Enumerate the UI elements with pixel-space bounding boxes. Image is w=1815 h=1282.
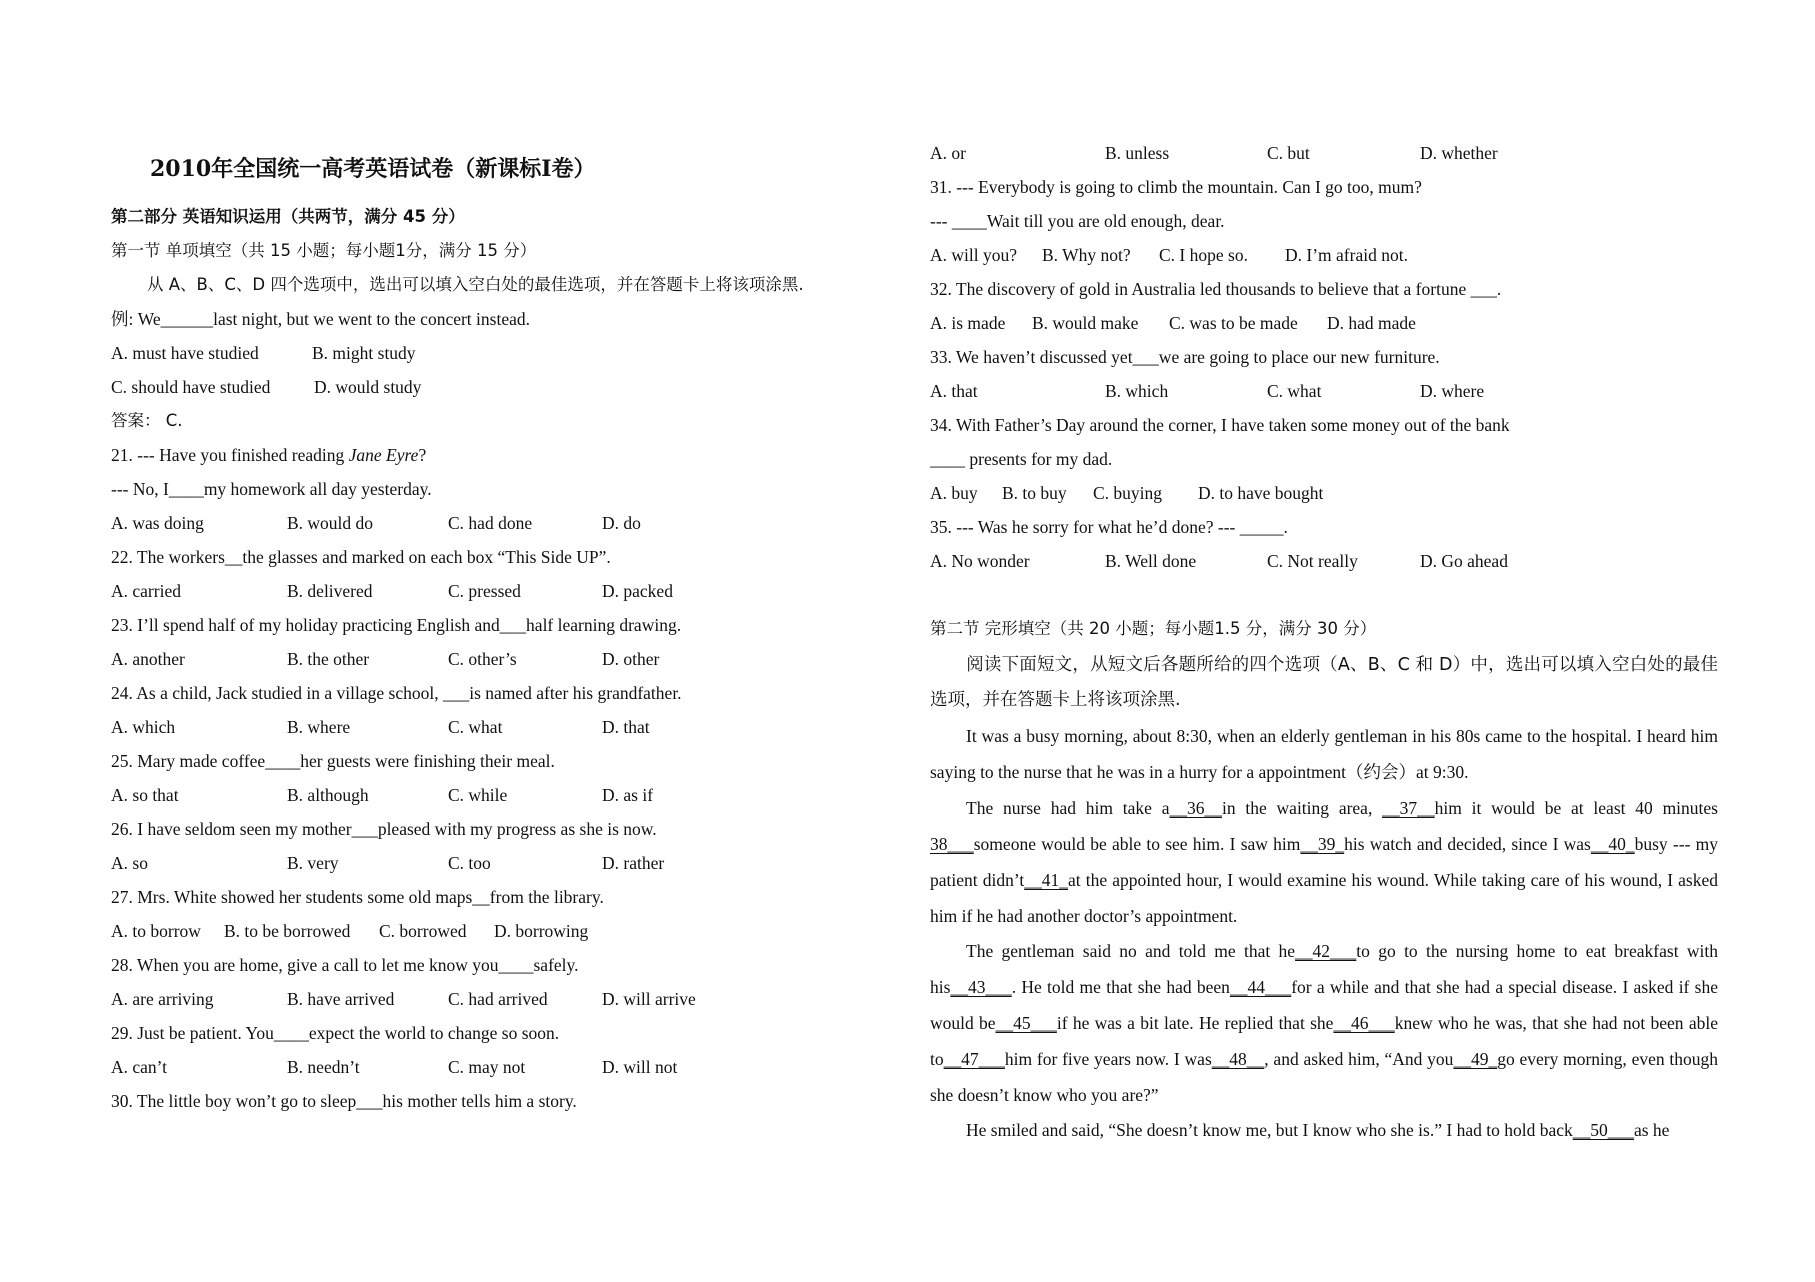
option-a: A. to borrow: [111, 921, 201, 941]
option-a: A. carried: [111, 581, 181, 601]
option-b: B. which: [1105, 381, 1169, 401]
exam-title: 2010年全国统一高考英语试卷（新课标I卷）: [150, 156, 596, 182]
option-a: A. was doing: [111, 513, 204, 533]
section2-instruction: 阅读下面短文，从短文后各题所给的四个选项（A、B、C 和 D）中，选出可以填入空白处的最佳选项，并在答题卡上将该项涂黑.: [930, 655, 1718, 710]
part2-heading: 第二部分 英语知识运用（共两节，满分 45 分）: [111, 207, 465, 226]
option-b: B. unless: [1105, 143, 1170, 163]
option-c: C. may not: [448, 1057, 526, 1077]
option-c: C. too: [448, 853, 491, 873]
option-c: C. had done: [448, 513, 533, 533]
question-35-stem: 35. --- Was he sorry for what he’d done? --- _____.: [930, 517, 1288, 537]
option-d: D. I’m afraid not.: [1285, 245, 1408, 265]
example-option-a: A. must have studied: [111, 343, 259, 363]
option-d: D. packed: [602, 581, 673, 601]
example-option-b: B. might study: [312, 343, 416, 363]
option-a: A. buy: [930, 483, 978, 503]
blank-46: __46___: [1333, 1013, 1395, 1033]
option-a: A. another: [111, 649, 185, 669]
blank-47: __47___: [943, 1049, 1005, 1069]
option-a: A. so that: [111, 785, 179, 805]
option-a: A. that: [930, 381, 978, 401]
option-a: A. will you?: [930, 245, 1018, 265]
option-d: D. as if: [602, 785, 654, 805]
option-b: B. would make: [1032, 313, 1139, 333]
option-d: D. do: [602, 513, 641, 533]
blank-40: __40_: [1590, 834, 1635, 854]
blank-42: __42___: [1295, 941, 1357, 961]
question-34-stem-2: ____ presents for my dad.: [930, 449, 1113, 469]
passage-paragraph-2: The nurse had him take a__36__in the waiting area, __37__him it would be at least 40 minutes 38___someone would be able to see him. I saw him__39_his watch and decided, since I was__40_busy --- my patient didn’t__41_at the appointed hour, I would examine his wound. While taking care of his wound, I asked him if he had another doctor’s appointment.: [930, 798, 1719, 926]
option-c: C. what: [1267, 381, 1322, 401]
option-a: A. are arriving: [111, 989, 214, 1009]
option-b: B. to buy: [1002, 483, 1067, 503]
option-d: D. will not: [602, 1057, 678, 1077]
option-c: C. what: [448, 717, 503, 737]
blank-43: __43___: [950, 977, 1012, 997]
question-28-stem: 28. When you are home, give a call to let me know you____safely.: [111, 955, 579, 975]
blank-38: 38___: [930, 834, 974, 854]
blank-36: __36__: [1169, 798, 1222, 818]
question-29-stem: 29. Just be patient. You____expect the world to change so soon.: [111, 1023, 560, 1043]
option-d: D. had made: [1327, 313, 1416, 333]
blank-48: __48__: [1211, 1049, 1265, 1069]
section2-heading: 第二节 完形填空（共 20 小题；每小题1.5 分，满分 30 分）: [930, 619, 1377, 638]
passage-paragraph-1: It was a busy morning, about 8:30, when an elderly gentleman in his 80s came to the hospital. I heard him saying to the nurse that he was in a hurry for a appointment（约会）at 9:30.: [930, 726, 1718, 782]
question-25-stem: 25. Mary made coffee____her guests were finishing their meal.: [111, 751, 555, 771]
question-31-stem: 31. --- Everybody is going to climb the mountain. Can I go too, mum?: [930, 177, 1422, 197]
blank-49: __49_: [1453, 1049, 1498, 1069]
question-32-stem: 32. The discovery of gold in Australia led thousands to believe that a fortune ___.: [930, 279, 1502, 299]
option-b: B. delivered: [287, 581, 373, 601]
example-stem: 例: We______last night, but we went to the concert instead.: [111, 309, 530, 329]
example-option-c: C. should have studied: [111, 377, 271, 397]
option-c: C. I hope so.: [1159, 245, 1248, 265]
blank-44: __44___: [1229, 977, 1292, 997]
option-c: C. borrowed: [379, 921, 467, 941]
option-b: B. would do: [287, 513, 374, 533]
option-c: C. but: [1267, 143, 1310, 163]
option-b: B. have arrived: [287, 989, 395, 1009]
blank-41: __41_: [1024, 870, 1068, 890]
blank-37: __37__: [1382, 798, 1435, 818]
question-21-stem-2: --- No, I____my homework all day yesterday.: [111, 479, 432, 499]
question-27-stem: 27. Mrs. White showed her students some old maps__from the library.: [111, 887, 604, 907]
option-d: D. will arrive: [602, 989, 696, 1009]
option-d: D. rather: [602, 853, 665, 873]
question-24-stem: 24. As a child, Jack studied in a village school, ___is named after his grandfather.: [111, 683, 682, 703]
option-a: A. or: [930, 143, 966, 163]
option-c: C. had arrived: [448, 989, 548, 1009]
passage-paragraph-3: The gentleman said no and told me that he__42___to go to the nursing home to eat breakfast with his__43___. He told me that she had been__44___for a while and that she had a special disease. I asked if she would be__45___if he was a bit late. He replied that she__46___knew who he was, that she had not been able to__47___him for five years now. I was__48__, and asked him, “And you__49_go every morning, even though she doesn’t know who you are?”: [930, 941, 1719, 1105]
option-d: D. borrowing: [494, 921, 589, 941]
option-c: C. Not really: [1267, 551, 1358, 571]
question-31-stem-2: --- ____Wait till you are old enough, dear.: [930, 211, 1225, 231]
example-answer: 答案： C.: [111, 411, 183, 430]
option-a: A. which: [111, 717, 176, 737]
option-c: C. while: [448, 785, 508, 805]
passage-paragraph-4: He smiled and said, “She doesn’t know me, but I know who she is.” I had to hold back__50___as he: [966, 1120, 1670, 1140]
option-d: D. that: [602, 717, 650, 737]
option-a: A. so: [111, 853, 148, 873]
example-option-d: D. would study: [314, 377, 422, 397]
option-b: B. to be borrowed: [224, 921, 351, 941]
section1-instruction: 从 A、B、C、D 四个选项中，选出可以填入空白处的最佳选项，并在答题卡上将该项涂黑.: [147, 275, 804, 294]
option-d: D. whether: [1420, 143, 1498, 163]
option-c: C. buying: [1093, 483, 1163, 503]
option-b: B. although: [287, 785, 369, 805]
option-a: A. is made: [930, 313, 1006, 333]
option-c: C. was to be made: [1169, 313, 1298, 333]
question-22-stem: 22. The workers__the glasses and marked on each box “This Side UP”.: [111, 547, 611, 567]
blank-39: __39_: [1300, 834, 1345, 854]
section1-heading: 第一节 单项填空（共 15 小题；每小题1分，满分 15 分）: [111, 241, 537, 260]
question-23-stem: 23. I’ll spend half of my holiday practicing English and___half learning drawing.: [111, 615, 682, 635]
option-a: A. can’t: [111, 1057, 168, 1077]
blank-45: __45___: [995, 1013, 1057, 1033]
question-33-stem: 33. We haven’t discussed yet___we are going to place our new furniture.: [930, 347, 1440, 367]
question-21-stem: 21. --- Have you finished reading Jane Eyre?: [111, 445, 427, 465]
question-34-stem: 34. With Father’s Day around the corner, I have taken some money out of the bank: [930, 415, 1510, 435]
option-c: C. other’s: [448, 649, 517, 669]
option-b: B. where: [287, 717, 351, 737]
option-d: D. to have bought: [1198, 483, 1324, 503]
option-b: B. needn’t: [287, 1057, 360, 1077]
option-a: A. No wonder: [930, 551, 1030, 571]
option-b: B. Why not?: [1042, 245, 1131, 265]
option-b: B. Well done: [1105, 551, 1197, 571]
blank-50: __50___: [1572, 1120, 1634, 1140]
question-30-stem: 30. The little boy won’t go to sleep___his mother tells him a story.: [111, 1091, 577, 1111]
option-c: C. pressed: [448, 581, 521, 601]
option-d: D. where: [1420, 381, 1485, 401]
question-26-stem: 26. I have seldom seen my mother___pleased with my progress as she is now.: [111, 819, 657, 839]
option-d: D. other: [602, 649, 660, 669]
option-b: B. very: [287, 853, 339, 873]
option-d: D. Go ahead: [1420, 551, 1508, 571]
option-b: B. the other: [287, 649, 370, 669]
